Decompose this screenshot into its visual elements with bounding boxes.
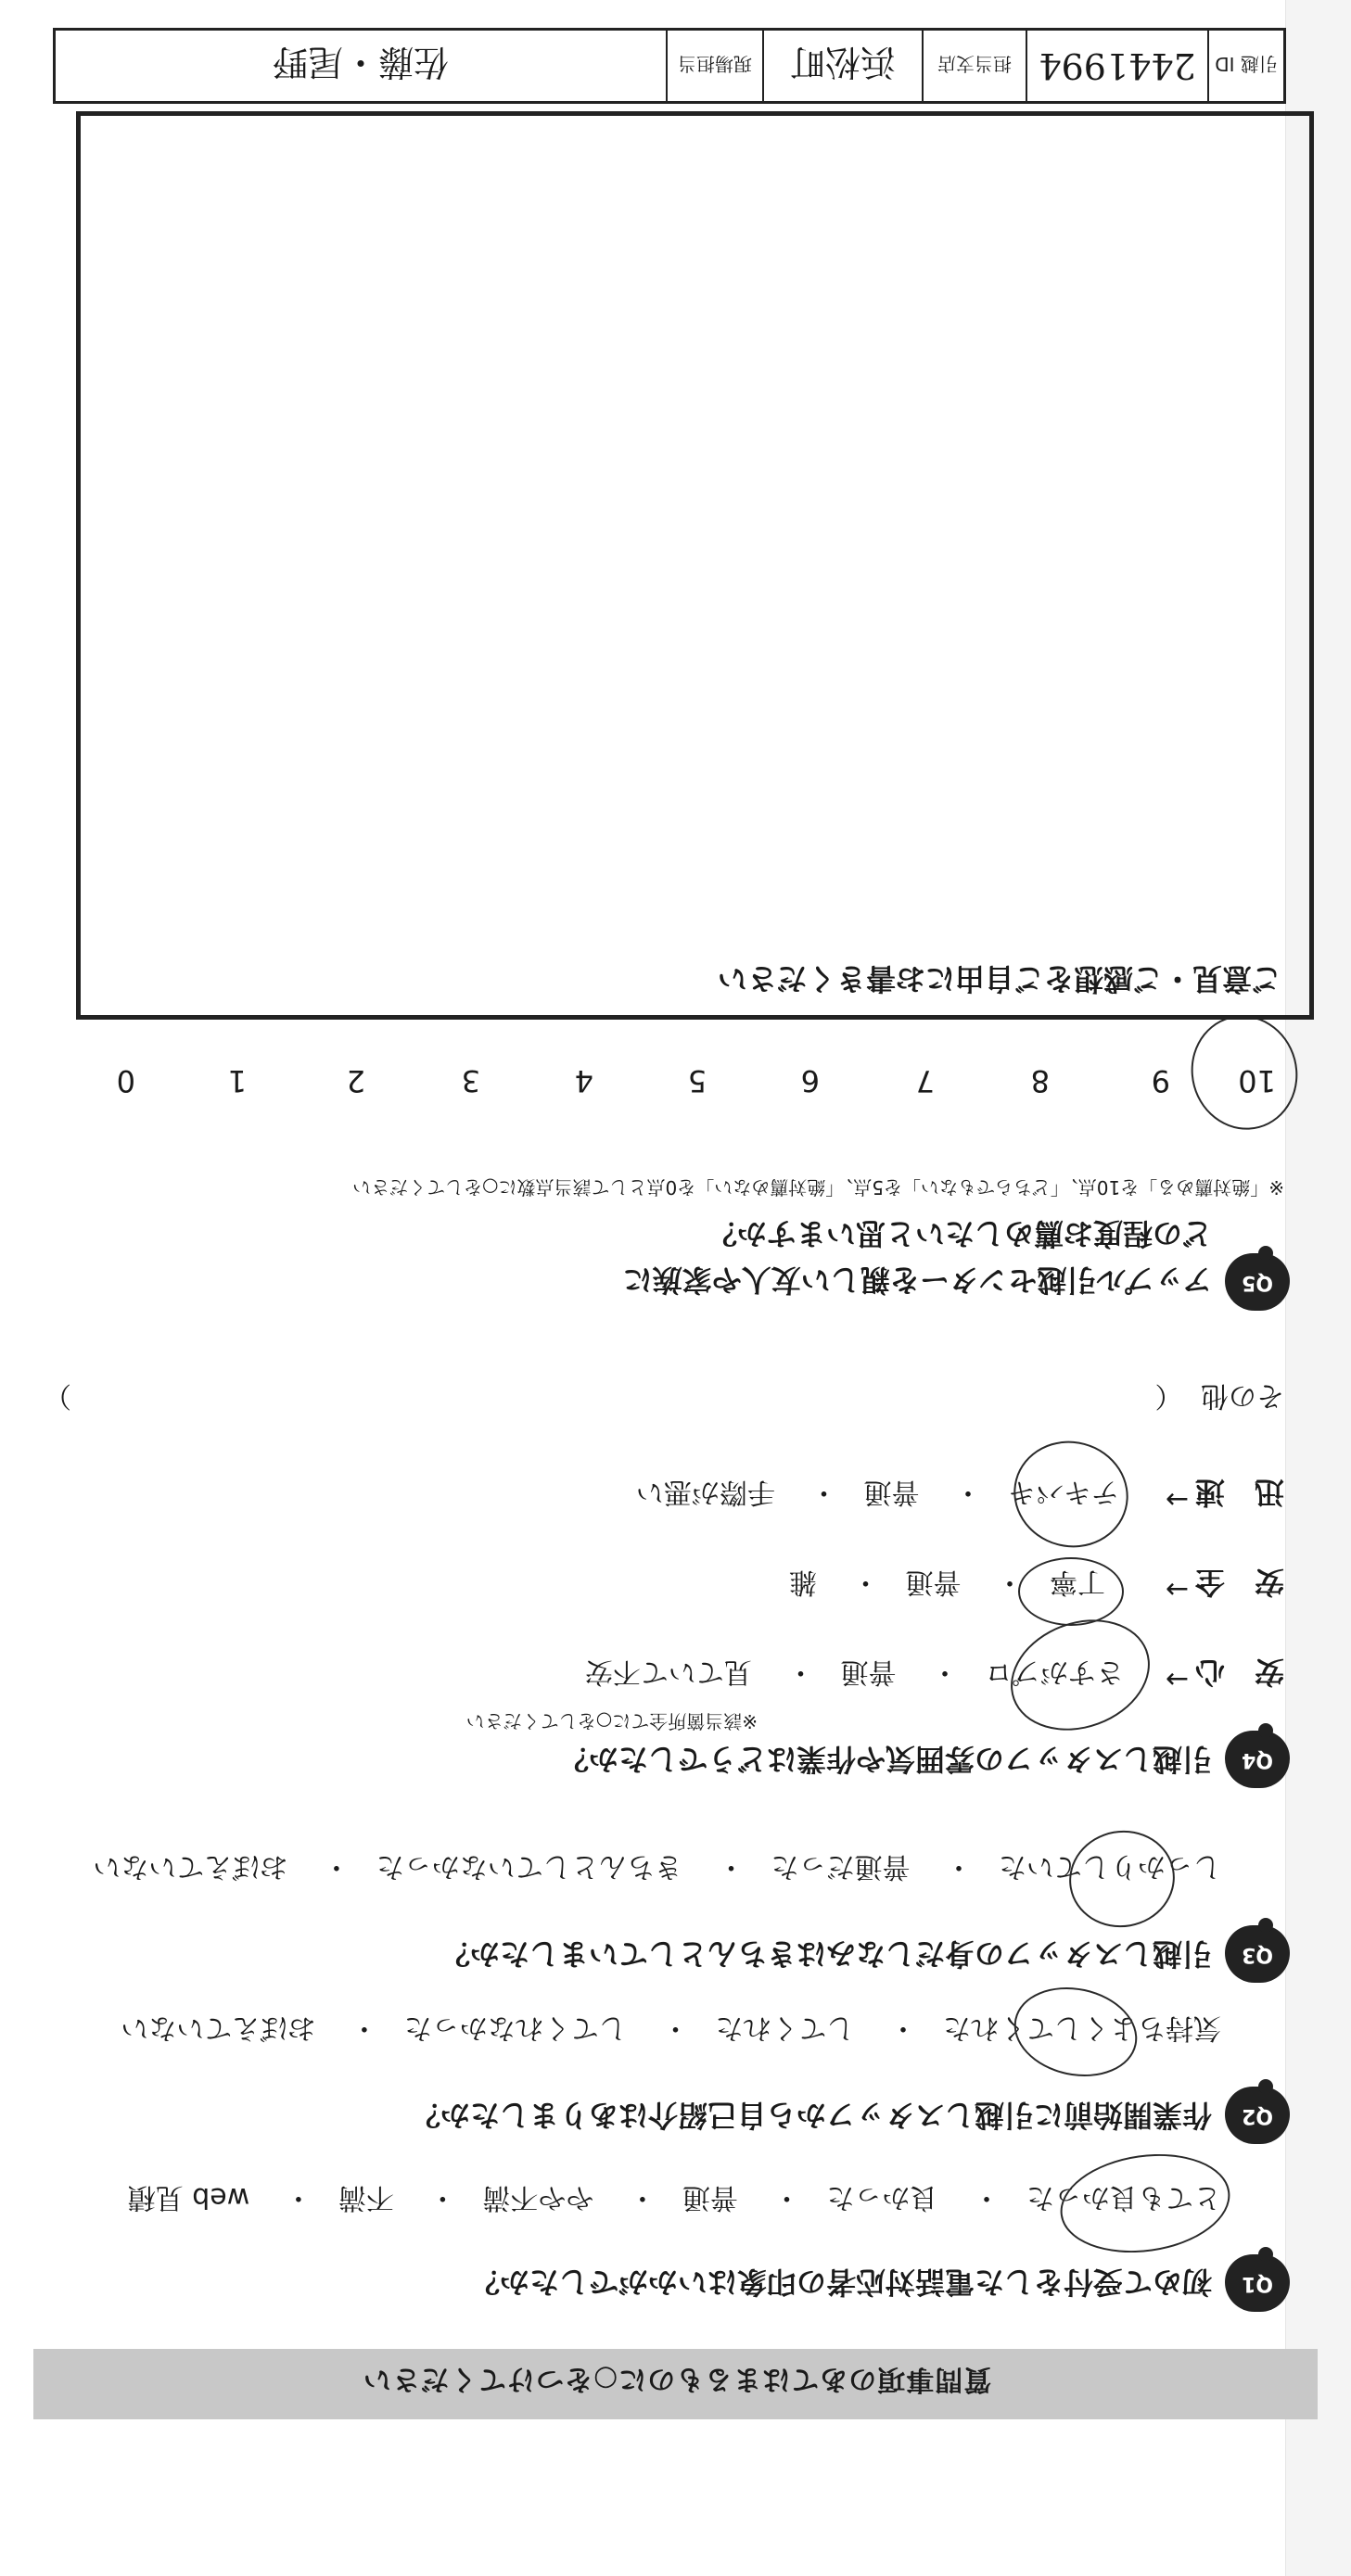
- scale-point-6[interactable]: 6: [800, 1063, 820, 1098]
- scale-point-8[interactable]: 8: [1030, 1063, 1050, 1098]
- q3-question: 引越しスタッフの身だしなみはきちんとしていましたか？: [440, 1936, 1212, 1972]
- scale-point-1[interactable]: 1: [227, 1063, 247, 1098]
- q4-other-close: ）: [44, 1379, 71, 1412]
- q3-badge: Q3: [1225, 1925, 1290, 1983]
- scale-point-10[interactable]: 10: [1238, 1063, 1276, 1098]
- q4-handwritten-circle: [1001, 1428, 1140, 1560]
- q1-badge: Q1: [1225, 2254, 1290, 2312]
- q1-option[interactable]: やや不満: [482, 2181, 594, 2214]
- scale-point-7[interactable]: 7: [915, 1063, 935, 1098]
- scale-point-4[interactable]: 4: [574, 1063, 593, 1098]
- q1-option[interactable]: 良かった: [826, 2181, 938, 2214]
- q5-badge: Q5: [1225, 1253, 1290, 1311]
- q4-note: ※該当箇所全てに○をしてください: [465, 1710, 758, 1732]
- comment-title: ご意見・ご感想をご自由にお書きください: [717, 961, 1281, 996]
- q4-option[interactable]: 普通: [840, 1656, 897, 1688]
- q4-other: [1154, 1378, 1284, 1419]
- q2-option[interactable]: おぼえていない: [121, 2011, 316, 2044]
- arrow-right-icon: →: [1165, 1483, 1189, 1516]
- q4-row-options: 丁寧・ 普通・ 雑: [789, 1565, 1105, 1605]
- id-label: 引越 ID: [1207, 31, 1283, 101]
- q1-option[interactable]: 普通: [682, 2181, 738, 2214]
- q3-handwritten-circle: [1062, 1822, 1182, 1935]
- q3-option[interactable]: きちんとしていなかった: [376, 1850, 682, 1883]
- q4-other-label: その他: [1201, 1379, 1284, 1412]
- q1-option[interactable]: とても良かった: [1026, 2181, 1221, 2214]
- q4-option[interactable]: 雑: [788, 1566, 817, 1598]
- q4-row-options: さすがプロ・ 普通・ 見ていて不安: [585, 1655, 1124, 1695]
- q4-option[interactable]: 丁寧: [1050, 1566, 1105, 1598]
- q4-option[interactable]: 見ていて不安: [584, 1656, 752, 1688]
- q5-question-line1: アップル引越センターを親しい友人や家族に: [622, 1263, 1212, 1298]
- q4-row-label: 安 全: [1194, 1565, 1284, 1600]
- id-value: 2441994: [1026, 31, 1207, 101]
- q4-option[interactable]: テキパキ: [1008, 1476, 1119, 1508]
- q2-handwritten-circle: [1006, 1976, 1146, 2087]
- q4-row-label: 安 心: [1194, 1655, 1284, 1690]
- scale-point-0[interactable]: 0: [116, 1063, 135, 1098]
- leader-value: 佐藤・尾野: [273, 42, 450, 83]
- scale-point-3[interactable]: 3: [461, 1063, 480, 1098]
- meta-table: [53, 28, 1286, 104]
- q4-other-open-paren: （: [1154, 1379, 1183, 1412]
- q4-handwritten-circle: [1018, 1557, 1124, 1626]
- q2-option[interactable]: 気持ちよくしてくれた: [943, 2011, 1221, 2044]
- q2-question: 作業開始前に引越しスタッフから自己紹介はありましたか？: [410, 2098, 1212, 2133]
- q3-option[interactable]: 普通だった: [771, 1850, 911, 1883]
- q4-question: 引越しスタッフの雰囲気や作業はどうでしたか？: [558, 1742, 1212, 1777]
- q2-option[interactable]: してくれた: [715, 2011, 855, 2044]
- instruction-bar: [33, 2349, 1318, 2419]
- scale-point-5[interactable]: 5: [687, 1063, 707, 1098]
- q4-row-label: 迅 速: [1194, 1475, 1284, 1510]
- instruction-text: 質問事項のあてはまるものに○をつけてください: [363, 2363, 992, 2395]
- arrow-right-icon: →: [1165, 1663, 1189, 1695]
- scale-point-2[interactable]: 2: [346, 1063, 365, 1098]
- q2-option[interactable]: してくれなかった: [403, 2011, 627, 2044]
- q2-options: 気持ちよくしてくれた・ してくれた・ してくれなかった・ おぼえていない: [121, 2011, 1221, 2051]
- q5-question-line2: どの程度お薦めしたいと思いますか？: [707, 1216, 1212, 1251]
- q1-handwritten-circle: [1054, 2144, 1237, 2264]
- q1-option[interactable]: 不満: [338, 2181, 394, 2214]
- q2-badge: Q2: [1225, 2087, 1290, 2144]
- branch-label: 担当支店: [922, 31, 1026, 101]
- q4-option[interactable]: さすがプロ: [985, 1656, 1124, 1688]
- q3-options: しっかりしていた・ 普通だった・ きちんとしていなかった・ おぼえていない: [93, 1849, 1221, 1890]
- arrow-right-icon: →: [1165, 1573, 1189, 1605]
- q5-note: ※「絶対薦める」を10点、「どちらでもない」を5点、「絶対薦めない」を0点として該当点数に○をしてください: [352, 1176, 1284, 1199]
- q4-option[interactable]: 普通: [905, 1566, 962, 1598]
- comment-box[interactable]: [76, 111, 1314, 1020]
- q1-options: とても良かった・ 良かった・ 普通・ やや不満・ 不満・ web 見積: [128, 2180, 1221, 2221]
- q4-option[interactable]: 手際が悪い: [635, 1476, 775, 1508]
- q4-option[interactable]: 普通: [863, 1476, 920, 1508]
- q3-option[interactable]: しっかりしていた: [999, 1850, 1221, 1883]
- branch-value: 浜松町: [762, 31, 922, 101]
- q4-row-options: テキパキ・ 普通・ 手際が悪い: [636, 1475, 1119, 1516]
- q1-question: 初めて受付をした電話対応者の印象はいかがでしたか？: [469, 2265, 1212, 2300]
- q1-option[interactable]: web 見積: [127, 2181, 250, 2214]
- q3-option[interactable]: おぼえていない: [93, 1850, 288, 1883]
- leader-label: 現場担当: [666, 31, 762, 101]
- q4-badge: Q4: [1225, 1731, 1290, 1788]
- scale-point-9[interactable]: 9: [1151, 1063, 1170, 1098]
